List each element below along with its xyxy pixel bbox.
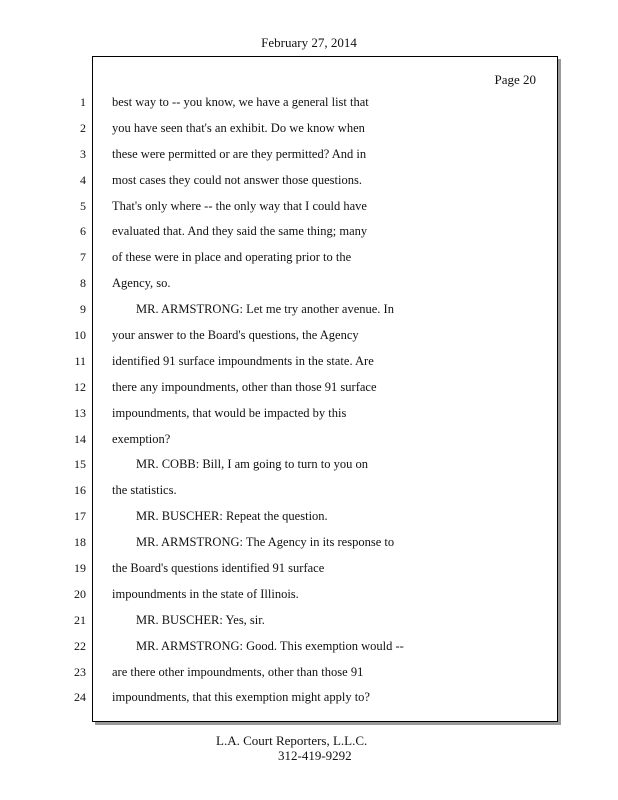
line-number: 22	[74, 638, 86, 653]
court-reporter-name: L.A. Court Reporters, L.L.C.	[216, 733, 368, 748]
transcript-line: identified 91 surface impoundments in the state. Are	[112, 353, 374, 368]
page-number: Page 20	[494, 72, 536, 87]
line-number: 21	[74, 612, 86, 627]
transcript-line: MR. ARMSTRONG: Good. This exemption would --	[136, 638, 404, 653]
line-number: 9	[80, 302, 86, 317]
line-number: 18	[74, 535, 86, 550]
transcript-line: evaluated that. And they said the same thing; many	[112, 224, 368, 239]
line-number: 23	[74, 664, 86, 679]
transcript-line: MR. ARMSTRONG: The Agency in its response to	[136, 535, 395, 550]
transcript-line: most cases they could not answer those questions.	[112, 172, 362, 187]
transcript-line: That's only where -- the only way that I could have	[112, 198, 367, 213]
line-number: 13	[74, 405, 86, 420]
transcript-date: February 27, 2014	[261, 35, 357, 50]
transcript-line: best way to -- you know, we have a general list that	[112, 95, 369, 109]
transcript-line: of these were in place and operating prior to the	[112, 250, 352, 265]
transcript-line: you have seen that's an exhibit. Do we know when	[112, 120, 365, 135]
line-number-column	[60, 92, 86, 713]
transcript-line: MR. COBB: Bill, I am going to turn to you on	[136, 457, 368, 472]
line-number: 3	[80, 146, 86, 161]
transcript-line: these were permitted or are they permitted? And in	[112, 146, 367, 161]
transcript-text	[112, 92, 532, 713]
line-number: 20	[74, 586, 86, 601]
transcript-line: are there other impoundments, other than those 91	[112, 664, 364, 679]
transcript-line: MR. ARMSTRONG: Let me try another avenue. In	[136, 302, 394, 317]
transcript-line: exemption?	[112, 431, 171, 446]
line-number: 7	[80, 250, 86, 265]
transcript-line: there any impoundments, other than those 91 surface	[112, 379, 377, 394]
line-number: 10	[74, 328, 86, 343]
transcript-line: impoundments, that this exemption might apply to?	[112, 690, 370, 705]
line-number: 5	[80, 198, 86, 213]
line-number: 6	[80, 224, 86, 239]
transcript-line: the statistics.	[112, 483, 177, 498]
transcript-line: the Board's questions identified 91 surface	[112, 561, 325, 576]
transcript-line: impoundments, that would be impacted by this	[112, 405, 347, 420]
transcript-line: impoundments in the state of Illinois.	[112, 586, 299, 601]
transcript-line: MR. BUSCHER: Yes, sir.	[136, 612, 265, 627]
transcript-line: Agency, so.	[112, 276, 171, 291]
line-number: 2	[80, 120, 86, 135]
line-number: 1	[80, 95, 86, 109]
line-number: 14	[74, 431, 86, 446]
line-number: 24	[74, 690, 86, 705]
transcript-line: your answer to the Board's questions, the Agency	[112, 328, 359, 343]
line-number: 16	[74, 483, 86, 498]
line-number: 17	[74, 509, 86, 524]
line-number: 11	[74, 353, 86, 368]
line-number: 19	[74, 561, 86, 576]
line-number: 8	[80, 276, 86, 291]
court-reporter-phone: 312-419-9292	[278, 748, 352, 763]
transcript-line: MR. BUSCHER: Repeat the question.	[136, 509, 328, 524]
line-number: 4	[80, 172, 86, 187]
line-number: 15	[74, 457, 86, 472]
line-number: 12	[74, 379, 86, 394]
